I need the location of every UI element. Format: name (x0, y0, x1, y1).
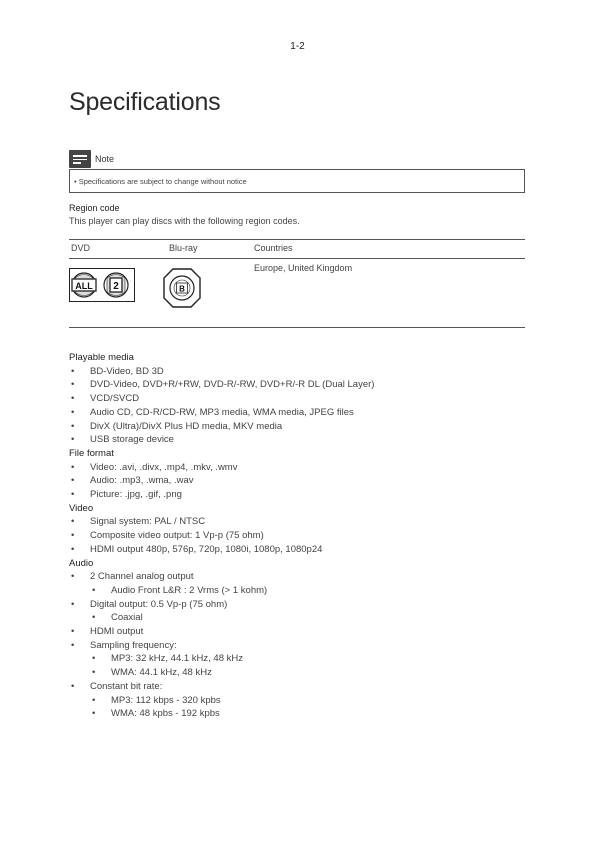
sub-list-item: • WMA: 44.1 kHz, 48 kHz (69, 666, 525, 680)
sub-list-item: • Audio Front L&R : 2 Vrms (> 1 kohm) (69, 584, 525, 598)
region-code-description: This player can play discs with the following region codes. (69, 216, 300, 226)
header-bluray: Blu-ray (169, 243, 198, 253)
countries-value: Europe, United Kingdom (254, 263, 353, 273)
list-item: • Audio: .mp3, .wma, .wav (69, 474, 525, 488)
dvd-logo-2-text: 2 (113, 281, 119, 292)
region-code-heading: Region code (69, 203, 120, 213)
dvd-region-logo (69, 268, 135, 302)
dvd-region-2-icon (104, 273, 128, 297)
list-item: • Constant bit rate: (69, 680, 525, 694)
table-bottom-rule (69, 327, 525, 328)
list-item: • VCD/SVCD (69, 392, 525, 406)
list-item: • Signal system: PAL / NTSC (69, 515, 525, 529)
sub-list-item: • MP3: 112 kbps - 320 kpbs (69, 694, 525, 708)
dvd-logo-all-text: ALL (75, 281, 93, 291)
dvd-region-all-icon (72, 273, 96, 297)
header-dvd: DVD (71, 243, 91, 253)
list-item: • 2 Channel analog output (69, 570, 525, 584)
note-icon (69, 150, 91, 168)
list-item: • BD-Video, BD 3D (69, 365, 525, 379)
region-table (69, 239, 525, 328)
list-item: • DVD-Video, DVD+R/+RW, DVD-R/-RW, DVD+R/-R DL (Dual Layer) (69, 378, 525, 392)
note-header (69, 150, 114, 168)
list-item: • Audio CD, CD-R/CD-RW, MP3 media, WMA media, JPEG files (69, 406, 525, 420)
sub-list-item: • Coaxial (69, 611, 525, 625)
bluray-logo-text: B (179, 284, 185, 294)
specifications-list (69, 351, 525, 721)
section-title-file-format: File format (69, 447, 114, 459)
list-item: • Digital output: 0.5 Vp-p (75 ohm) (69, 598, 525, 612)
table-top-rule (69, 239, 525, 240)
sub-list-item: • WMA: 48 kpbs - 192 kpbs (69, 707, 525, 721)
list-item: • Composite video output: 1 Vp-p (75 ohm) (69, 529, 525, 543)
list-item: • DivX (Ultra)/DivX Plus HD media, MKV media (69, 420, 525, 434)
note-box (69, 169, 525, 193)
section-title-video: Video (69, 502, 94, 514)
table-header-rule (69, 258, 525, 259)
list-item: • Video: .avi, .divx, .mp4, .mkv, .wmv (69, 461, 525, 475)
section-title-playable-media: Playable media (69, 352, 134, 363)
sub-list-item: • MP3: 32 kHz, 44.1 kHz, 48 kHz (69, 652, 525, 666)
page-number: 1-2 (290, 41, 305, 52)
section-title-audio: Audio (69, 557, 94, 569)
list-item: • USB storage device (69, 433, 525, 447)
page-title: Specifications (69, 88, 221, 116)
list-item: • HDMI output (69, 625, 525, 639)
list-item: • Picture: .jpg, .gif, .png (69, 488, 525, 502)
list-item: • Sampling frequency: (69, 639, 525, 653)
note-text: • Specifications are subject to change without notice (74, 176, 247, 186)
list-item: • HDMI output 480p, 576p, 720p, 1080i, 1080p, 1080p24 (69, 543, 525, 557)
header-countries: Countries (254, 243, 293, 253)
note-label: Note (95, 154, 115, 164)
bluray-region-logo (163, 268, 201, 308)
